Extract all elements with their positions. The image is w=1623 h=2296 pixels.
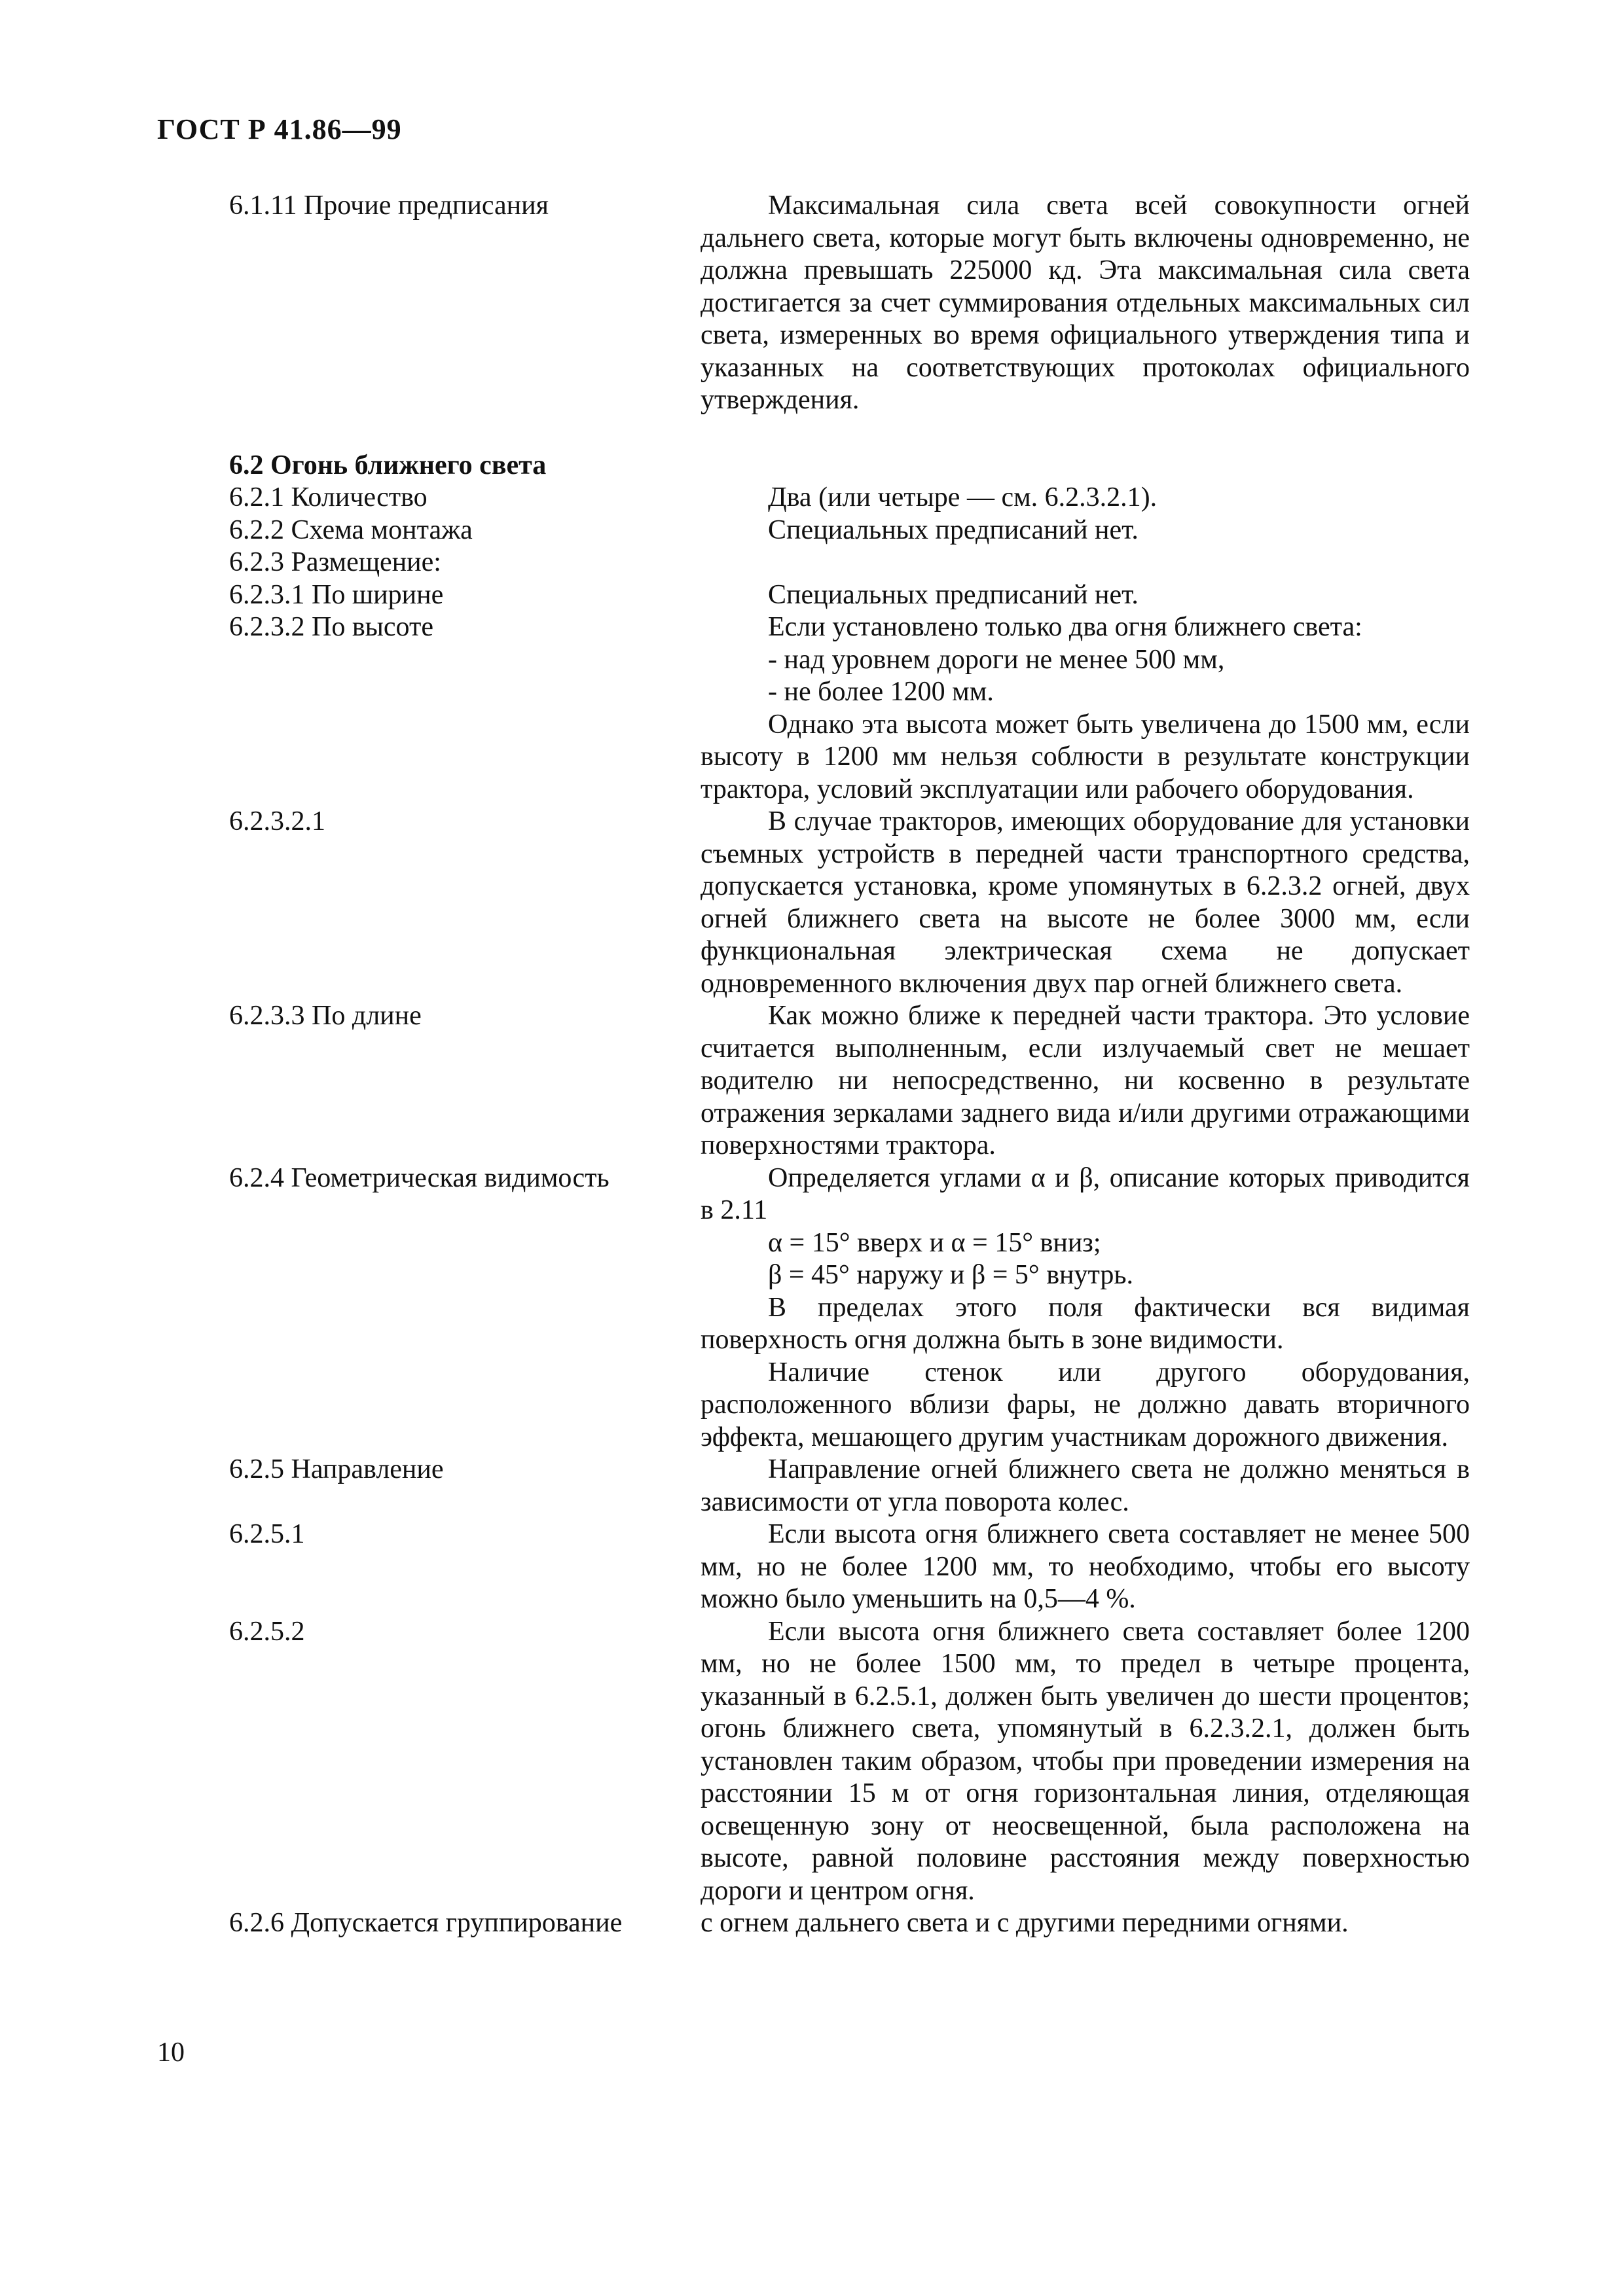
clause-label: 6.2.1 Количество <box>229 482 428 512</box>
clause-label: 6.2.3.2.1 <box>229 806 325 836</box>
clause-row <box>229 611 1470 806</box>
clause-text <box>701 611 1470 806</box>
clause-paragraph: В случае тракторов, имеющих оборудование для установки съемных устройств в передней части транспортного средства, допускается установка, кроме упомянутых в 6.2.3.2 огней, двух огней ближнего света на высоте не более 3000 мм, если функциональная электрическая схема не допускает одновременного включения двух пар огней ближнего света. <box>701 806 1470 999</box>
clause-paragraph: - над уровнем дороги не менее 500 мм, <box>768 644 1225 675</box>
clause-row <box>229 1454 1470 1518</box>
clause-paragraph: Направление огней ближнего света не должно меняться в зависимости от угла поворота колес. <box>701 1454 1470 1517</box>
clause-label: 6.2.6 Допускается группирование <box>229 1908 623 1938</box>
clause-text <box>701 579 1470 612</box>
clause-row <box>229 1162 1470 1454</box>
clause-paragraph: Определяется углами α и β, описание которых приводится в 2.11 <box>701 1162 1470 1225</box>
clause-text <box>701 1000 1470 1162</box>
clause-row <box>229 482 1470 514</box>
document-header: ГОСТ Р 41.86—99 <box>157 113 402 145</box>
clause-row <box>229 1907 1470 1940</box>
clause-row <box>229 1616 1470 1908</box>
clause-paragraph: α = 15° вверх и α = 15° вниз; <box>768 1227 1101 1258</box>
clause-label: 6.2.2 Схема монтажа <box>229 514 473 545</box>
clause-label: 6.2.5 Направление <box>229 1454 444 1484</box>
clause-label: 6.2.3.1 По ширине <box>229 579 444 610</box>
clause-text <box>701 806 1470 1000</box>
clause-text <box>701 482 1470 514</box>
clause-paragraph: β = 45° наружу и β = 5° внутрь. <box>768 1260 1134 1290</box>
clause-paragraph: с огнем дальнего света и с другими передними огнями. <box>701 1908 1349 1938</box>
clause-label: 6.2.3 Размещение: <box>229 547 441 577</box>
document-body <box>229 190 1470 1940</box>
page-number: 10 <box>157 2037 185 2068</box>
clause-label: 6.2.4 Геометрическая видимость <box>229 1162 610 1193</box>
clause-paragraph: Однако эта высота может быть увеличена до 1500 мм, если высоту в 1200 мм нельзя соблюсти в результате конструкции трактора, условий эксплуатации или рабочего оборудования. <box>701 709 1470 804</box>
clause-paragraph: В пределах этого поля фактически вся видимая поверхность огня должна быть в зоне видимости. <box>701 1292 1470 1355</box>
clause-row <box>229 547 1470 579</box>
clause-text <box>701 1518 1470 1616</box>
clause-row <box>229 514 1470 547</box>
clause-paragraph: Специальных предписаний нет. <box>768 514 1139 545</box>
clause-label: 6.2.3.2 По высоте <box>229 612 433 642</box>
clause-text <box>701 1907 1470 1940</box>
clause-paragraph: Если установлено только два огня ближнего света: <box>768 612 1362 642</box>
clause-row <box>229 1000 1470 1162</box>
clause-text <box>701 1616 1470 1908</box>
clause-text <box>701 1454 1470 1518</box>
clause-text <box>701 1162 1470 1454</box>
clause-paragraph: Если высота огня ближнего света составляет более 1200 мм, но не более 1500 мм, то предел в четыре процента, указанный в 6.2.5.1, должен быть увеличен до шести процентов; огонь ближнего света, упомянутый в 6.2.3.2.1, должен быть установлен таким образом, чтобы при проведении измерения на расстоянии 15 м от огня горизонтальная линия, отделяющая освещенную зону от неосвещенной, была расположена на высоте, равной половине расстояния между поверхностью дороги и центром огня. <box>701 1616 1470 1906</box>
clause-row <box>229 806 1470 1000</box>
clause-text <box>701 190 1470 417</box>
clause-text <box>701 514 1470 547</box>
section-heading: 6.2 Огонь ближнего света <box>229 450 547 480</box>
clause-paragraph: Максимальная сила света всей совокупности огней дальнего света, которые могут быть включены одновременно, не должна превышать 225000 кд. Эта максимальная сила света достигается за счет суммирования отдельных максимальных сил света, измеренных во время официального утверждения типа и указанных на соответствующих протоколах официального утверждения. <box>701 190 1470 415</box>
clause-paragraph: Если высота огня ближнего света составляет не менее 500 мм, но не более 1200 мм, то необходимо, чтобы его высоту можно было уменьшить на 0,5—4 %. <box>701 1519 1470 1614</box>
clause-row <box>229 190 1470 417</box>
clause-label: 6.1.11 Прочие предписания <box>229 190 549 221</box>
clause-paragraph: Специальных предписаний нет. <box>768 579 1139 610</box>
clause-row <box>229 450 1470 482</box>
clause-label: 6.2.3.3 По длине <box>229 1001 422 1031</box>
clause-label: 6.2.5.2 <box>229 1616 305 1647</box>
clause-paragraph: Как можно ближе к передней части трактора. Это условие считается выполненным, если излучаемый свет не мешает водителю ни непосредственно, ни косвенно в результате отражения зеркалами заднего вида и/или другими отражающими поверхностями трактора. <box>701 1001 1470 1160</box>
clause-paragraph: Два (или четыре — см. 6.2.3.2.1). <box>768 482 1158 512</box>
clause-paragraph: Наличие стенок или другого оборудования, расположенного вблизи фары, не должно давать вторичного эффекта, мешающего другим участникам дорожного движения. <box>701 1357 1470 1452</box>
clause-paragraph: - не более 1200 мм. <box>768 677 994 707</box>
clause-label: 6.2.5.1 <box>229 1519 305 1549</box>
clause-row <box>229 579 1470 612</box>
clause-row <box>229 1518 1470 1616</box>
